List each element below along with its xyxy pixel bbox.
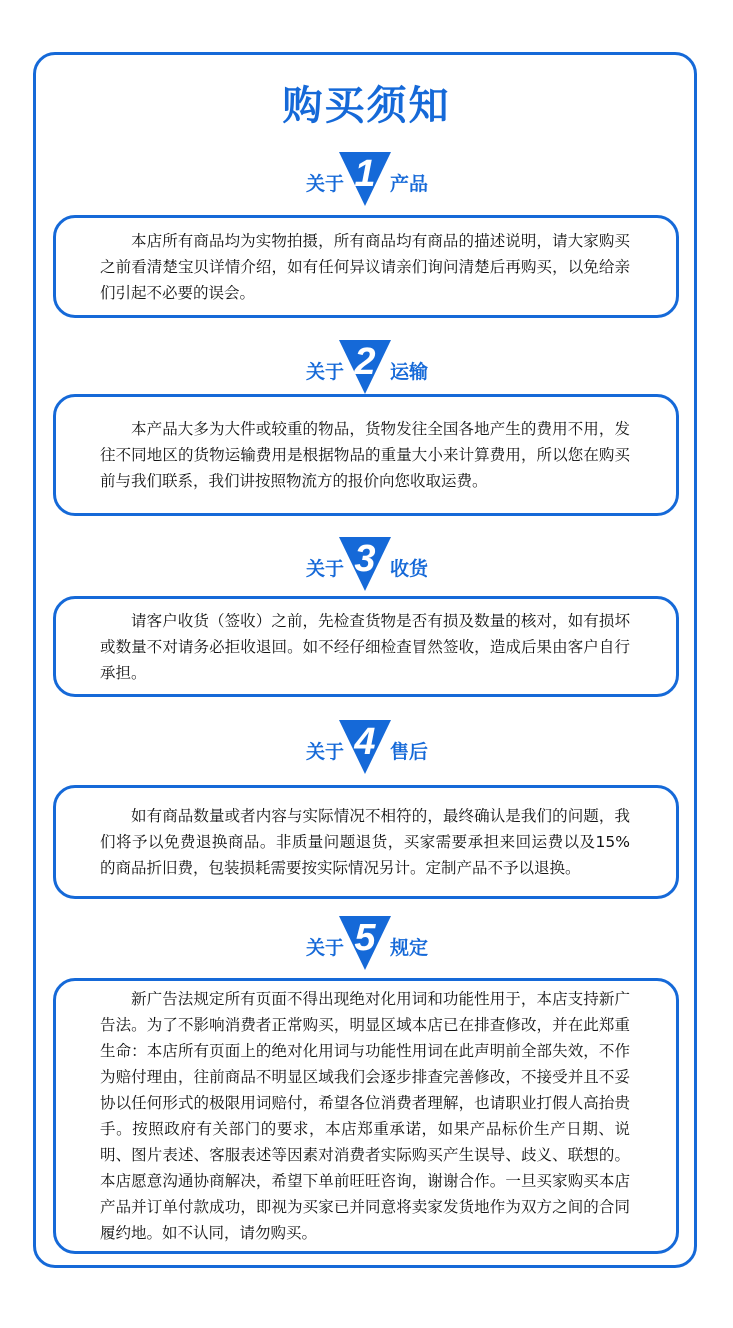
section-prefix: 关于	[306, 173, 345, 195]
section-prefix: 关于	[306, 741, 345, 763]
section-prefix: 关于	[306, 558, 345, 580]
page-title: 购买须知	[282, 83, 451, 129]
section-number: 2	[354, 341, 376, 383]
section-number: 3	[354, 538, 376, 580]
section-number: 4	[354, 721, 376, 763]
section-box-rules	[53, 978, 679, 1254]
number-badge-icon	[337, 148, 393, 208]
section-prefix: 关于	[306, 361, 345, 383]
section-label: 运输	[390, 361, 429, 383]
section-number: 5	[354, 917, 376, 959]
section-box-product	[53, 215, 679, 318]
section-box-receiving	[53, 596, 679, 697]
number-badge-icon	[337, 533, 393, 593]
section-prefix: 关于	[306, 937, 345, 959]
section-text: 新广告法规定所有页面不得出现绝对化用词和功能性用于，本店支持新广告法。为了不影响消费者正常购买，明显区域本店已在排查修改，并在此郑重生命：本店所有页面上的绝对化用词与功能性用词在此声明前全部失效，不作为赔付理由，往前商品不明显区域我们会逐步排查完善修改，不接受并且不妥协以任何形式的极限用词赔付，希望各位消费者理解，也请职业打假人高抬贵手。按照政府有关部门的要求，本店郑重承诺，如果产品标价生产日期、说明、图片表述、客服表述等因素对消费者实际购买产生误导、歧义、联想的。本店愿意沟通协商解决，希望下单前旺旺咨询，谢谢合作。一旦买家购买本店产品并订单付款成功，即视为买家已并同意将卖家发货地作为双方之间的合同履约地。如不认同，请勿购买。	[100, 990, 630, 1242]
number-badge-icon	[337, 912, 393, 972]
section-label: 收货	[390, 558, 429, 580]
number-badge-icon	[337, 336, 393, 396]
section-label: 规定	[390, 937, 429, 959]
section-heading-shipping	[0, 336, 733, 398]
section-heading-receiving	[0, 533, 733, 595]
section-text: 本产品大多为大件或较重的物品，货物发往全国各地产生的费用不用，发往不同地区的货物运输费用是根据物品的重量大小来计算费用，所以您在购买前与我们联系，我们讲按照物流方的报价向您收取运费。	[100, 420, 630, 490]
section-box-shipping	[53, 394, 679, 516]
section-text: 本店所有商品均为实物拍摄，所有商品均有商品的描述说明，请大家购买之前看清楚宝贝详情介绍，如有任何异议请亲们询问清楚后再购买，以免给亲们引起不必要的误会。	[100, 231, 630, 302]
number-badge-icon	[337, 716, 393, 776]
section-label: 产品	[390, 173, 429, 195]
section-box-after-sales	[53, 785, 679, 899]
section-text: 请客户收货（签收）之前，先检查货物是否有损及数量的核对，如有损坏或数量不对请务必拒收退回。如不经仔细检查冒然签收，造成后果由客户自行承担。	[100, 611, 630, 682]
section-text: 如有商品数量或者内容与实际情况不相符的，最终确认是我们的问题，我们将予以免费退换商品。非质量问题退货，买家需要承担来回运费以及15%的商品折旧费，包装损耗需要按实际情况另计。定制产品不予以退换。	[100, 807, 630, 877]
section-heading-rules	[0, 912, 733, 974]
section-number: 1	[354, 153, 376, 195]
section-heading-product	[0, 148, 733, 210]
section-heading-after-sales	[0, 716, 733, 778]
section-label: 售后	[390, 741, 429, 763]
